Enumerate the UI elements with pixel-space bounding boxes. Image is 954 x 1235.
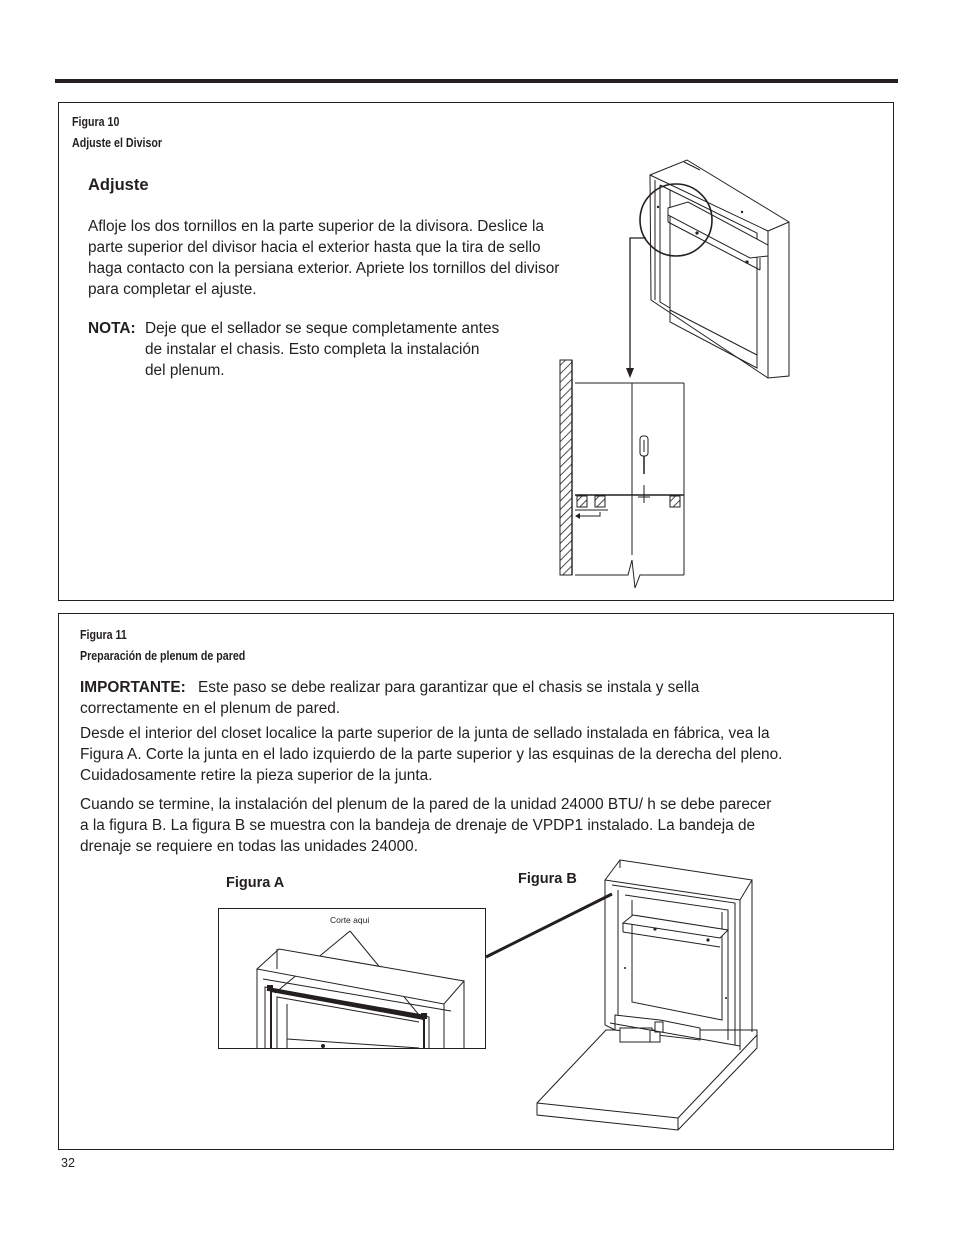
figura-b-label: Figura B xyxy=(518,871,577,887)
adjust-line-3: haga contacto con la persiana exterior. Apriete los tornillos del divisor xyxy=(88,260,560,277)
para3-line-3: drenaje se requiere en todas las unidades 24000. xyxy=(80,838,418,855)
page-number: 32 xyxy=(61,1156,75,1170)
nota-label: NOTA: xyxy=(88,320,136,337)
para3-line-1: Cuando se termine, la instalación del plenum de la pared de la unidad 24000 BTU/ h se debe parecer xyxy=(80,796,772,813)
figure-11-caption: Preparación de plenum de pared xyxy=(80,648,246,663)
corte-aqui-label: Corte aqui xyxy=(330,915,370,925)
adjust-line-4: para completar el ajuste. xyxy=(88,281,257,298)
para2-line-2: Figura A. Corte la junta en el lado izquierdo de la parte superior y las esquinas de la derecha del pleno. xyxy=(80,746,783,763)
figure-10-caption: Adjuste el Divisor xyxy=(72,135,163,150)
adjust-line-1: Afloje los dos tornillos en la parte superior de la divisora. Deslice la xyxy=(88,218,544,235)
adjust-line-2: parte superior del divisor hacia el exterior hasta que la tira de sello xyxy=(88,239,541,256)
figure-10-label: Figura 10 xyxy=(72,114,120,129)
figura-a-panel xyxy=(218,908,486,1049)
importante-label: IMPORTANTE: xyxy=(80,679,186,696)
para3-line-2: a la figura B. La figura B se muestra con la bandeja de drenaje de VPDP1 instalado. La bandeja de xyxy=(80,817,756,834)
nota-line-3: del plenum. xyxy=(145,362,225,379)
figura-a-drawing xyxy=(219,909,485,1048)
figura-a-label: Figura A xyxy=(226,875,285,891)
importante-line-1: Este paso se debe realizar para garantizar que el chasis se instala y sella xyxy=(198,679,700,696)
nota-line-2: de instalar el chasis. Esto completa la instalación xyxy=(145,341,480,358)
adjust-heading: Adjuste xyxy=(88,176,149,194)
para2-line-3: Cuidadosamente retire la pieza superior de la junta. xyxy=(80,767,433,784)
header-rule xyxy=(55,79,898,83)
nota-line-1: Deje que el sellador se seque completamente antes xyxy=(145,320,500,337)
importante-line-2: correctamente en el plenum de pared. xyxy=(80,700,341,717)
figure-11-label: Figura 11 xyxy=(80,627,127,642)
para2-line-1: Desde el interior del closet localice la parte superior de la junta de sellado instalada en fábrica, vea la xyxy=(80,725,770,742)
